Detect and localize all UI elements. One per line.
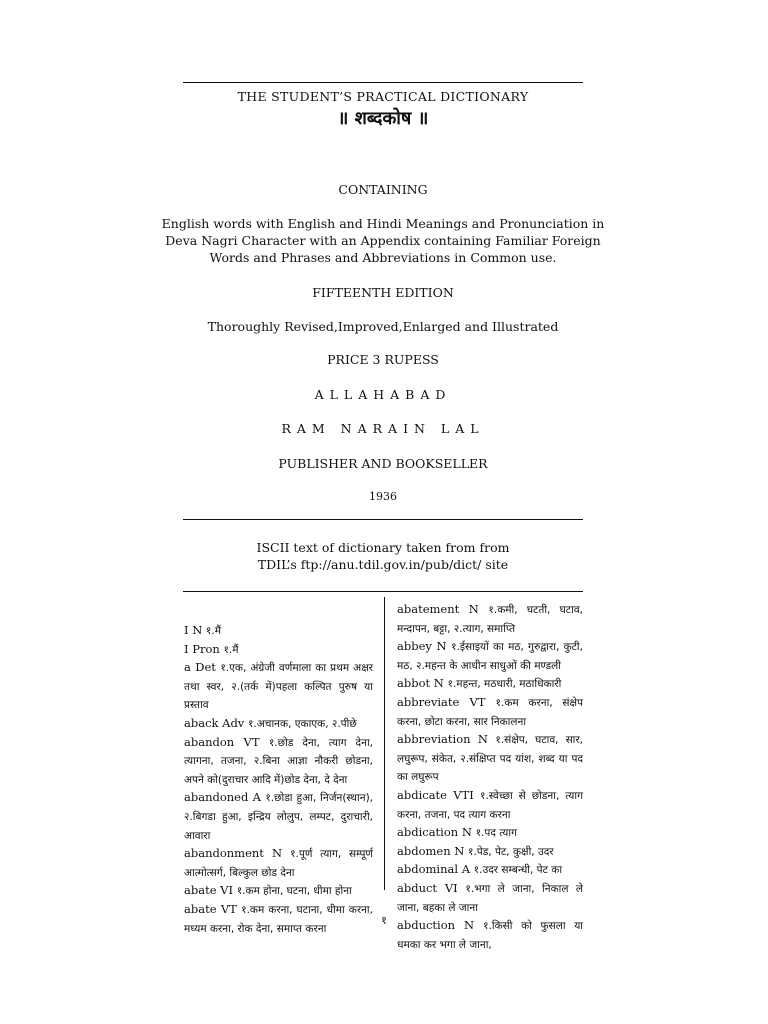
description-line: English words with English and Hindi Meanings and Pronunciation in	[161, 216, 605, 231]
entry-meaning: १.किसी को फुसला या धमका कर भगा ले जाना,	[397, 920, 584, 951]
entry-part-of-speech: VT	[220, 901, 237, 916]
entry-meaning: १.उदर सम्बन्धी, पेट का	[473, 864, 563, 877]
entry-headword: aback	[184, 715, 219, 730]
entry-meaning: १.मैं	[205, 625, 221, 637]
entry-meaning: १.पूर्ण त्याग, सम्पूर्ण आत्मोत्सर्ग, बिल्कुल छोड देना	[184, 848, 373, 879]
source-note	[150, 539, 616, 573]
entry-headword: abduction	[397, 918, 456, 933]
entry-meaning: १.ईसाइयों का मठ, गुरुद्वारा, कुटी, मठ, २.महन्त के आधीन साधुओं की मण्डली	[397, 641, 583, 672]
entry-headword: a	[184, 660, 191, 675]
entry-part-of-speech: Det	[195, 660, 216, 675]
containing-heading: CONTAINING	[338, 182, 428, 197]
entry-meaning: १.कम होना, घटना, धीमा होना	[236, 885, 352, 898]
publisher-role: PUBLISHER AND BOOKSELLER	[278, 456, 488, 471]
entry-headword: abbot	[397, 676, 431, 691]
top-rule	[183, 82, 583, 83]
entry-headword: abbey	[397, 639, 432, 654]
entry-headword: abate	[184, 901, 217, 916]
entry-headword: I	[184, 623, 189, 637]
entry-headword: abandonment	[184, 846, 264, 861]
entry-part-of-speech: A	[461, 862, 470, 877]
entry-meaning: १.संक्षेप, घटाव, सार, लघुरूप, संकेत, २.संक्षिप्त पद यांश, शब्द या पद का लघुरूप	[397, 734, 584, 784]
entry-headword: abate	[184, 883, 217, 898]
entry-part-of-speech: N	[477, 732, 488, 747]
entry-part-of-speech: N	[464, 918, 475, 933]
entry-meaning: १.स्वेच्छा से छोडना, त्याग करना, तजना, पद त्याग करना	[397, 789, 583, 821]
right-column	[397, 601, 583, 954]
dictionary-entry	[397, 843, 583, 862]
entry-part-of-speech: Adv	[222, 715, 245, 730]
left-column	[184, 601, 373, 938]
dictionary-entry	[397, 731, 583, 787]
entry-part-of-speech: VI	[220, 883, 234, 898]
entry-meaning: १.पेड, पेट, कुक्षी, उदर	[468, 845, 554, 858]
dictionary-entry	[184, 715, 373, 734]
entry-meaning: १.कमी, घटती, घटाव, मन्दापन, बट्टा, २.त्याग, समाप्ति	[397, 604, 583, 635]
entry-part-of-speech: VI	[444, 880, 458, 895]
entry-part-of-speech: N	[468, 602, 479, 616]
entry-part-of-speech: N	[461, 825, 472, 840]
dictionary-entry	[397, 601, 583, 638]
dictionary-entry	[184, 789, 373, 845]
entry-part-of-speech: Pron	[192, 641, 220, 656]
dictionary-entry	[397, 638, 583, 675]
entry-part-of-speech: N	[271, 846, 283, 861]
dictionary-entry	[397, 675, 583, 694]
entry-meaning: १.भगा ले जाना, निकाल ले जाना, बहका ले जाना	[397, 882, 584, 914]
entry-headword: abdicate	[397, 787, 447, 802]
description-line: Words and Phrases and Abbreviations in Common use.	[209, 250, 557, 265]
entry-part-of-speech: N	[433, 676, 444, 691]
column-separator	[384, 597, 385, 890]
entry-part-of-speech: N	[192, 623, 203, 637]
entry-headword: abdomen	[397, 843, 451, 858]
entry-headword: abduct	[397, 880, 438, 895]
lower-rule	[183, 591, 583, 592]
edition: FIFTEENTH EDITION	[312, 285, 454, 300]
revised-note: Thoroughly Revised,Improved,Enlarged and Illustrated	[207, 319, 559, 334]
entry-headword: abbreviate	[397, 694, 460, 709]
dictionary-entry	[184, 882, 373, 901]
entry-headword: I	[184, 641, 189, 656]
city: ALLAHABAD	[314, 387, 452, 402]
entry-meaning: १.छोड देना, त्याग देना, त्यागना, तजना, २.बिना आज्ञा नौकरी छोडना, अपने को(दुराचार आदि में)छोड देना, दे देना	[184, 736, 374, 786]
entry-part-of-speech: VT	[469, 694, 486, 709]
entry-headword: abatement	[397, 602, 460, 616]
dictionary-entry	[397, 880, 583, 917]
entry-headword: abandoned	[184, 790, 249, 805]
dictionary-entry	[184, 641, 373, 660]
dictionary-entry	[184, 622, 373, 641]
description	[150, 215, 616, 266]
entry-meaning: १.अचानक, एकाएक, २.पीछे	[247, 717, 357, 730]
entry-headword: abdication	[397, 825, 459, 840]
entry-meaning: १.महन्त, मठधारी, मठाधिकारी	[447, 678, 562, 691]
dictionary-entry	[397, 861, 583, 880]
dictionary-entry	[397, 824, 583, 843]
entry-meaning: १.छोडा हुआ, निर्जन(स्थान), २.बिगडा हुआ, इन्द्रिय लोलुप, लम्पट, दुराचारी, आवारा	[184, 792, 374, 842]
book-title: THE STUDENT’S PRACTICAL DICTIONARY	[237, 89, 529, 104]
dictionary-entry	[397, 787, 583, 824]
publisher-name: RAM NARAIN LAL	[281, 421, 485, 436]
entry-headword: abdominal	[397, 862, 459, 877]
entry-meaning: १.कम करना, घटाना, धीमा करना, मध्यम करना, रोक देना, समाप्त करना	[184, 903, 373, 935]
dictionary-entry	[184, 659, 373, 715]
source-note-line: ISCII text of dictionary taken from from	[256, 540, 510, 555]
entry-meaning: १.मैं	[223, 643, 239, 656]
entry-part-of-speech: N	[454, 843, 465, 858]
entry-meaning: १.कम करना, संक्षेप करना, छोटा करना, सार निकालना	[397, 696, 584, 728]
price: PRICE 3 RUPESS	[327, 352, 439, 367]
entry-meaning: १.पद त्याग	[475, 827, 518, 840]
description-line: Deva Nagri Character with an Appendix containing Familiar Foreign	[165, 233, 601, 248]
hindi-title: ॥ शब्दकोष ॥	[337, 108, 429, 129]
entry-headword: abandon	[184, 734, 235, 749]
dictionary-entry	[184, 845, 373, 882]
publication-year: 1936	[369, 490, 397, 503]
dictionary-entry	[184, 901, 373, 938]
dictionary-entry	[184, 734, 373, 790]
source-note-line: TDIL’s ftp://anu.tdil.gov.in/pub/dict/ site	[257, 557, 509, 572]
dictionary-entry	[397, 694, 583, 731]
entry-part-of-speech: VT	[243, 734, 260, 749]
entry-part-of-speech: A	[252, 790, 261, 805]
entry-part-of-speech: VTI	[453, 787, 474, 802]
dictionary-entry	[397, 917, 583, 954]
entry-headword: abbreviation	[397, 732, 471, 747]
page-number: १	[381, 914, 387, 927]
entry-part-of-speech: N	[436, 639, 447, 654]
entry-meaning: १.एक, अंग्रेजी वर्णमाला का प्रथम अक्षर तथा स्वर, २.(तर्क में)पहला कल्पित पुरुष या प्रस्ताव	[184, 662, 374, 712]
middle-rule	[183, 519, 583, 520]
